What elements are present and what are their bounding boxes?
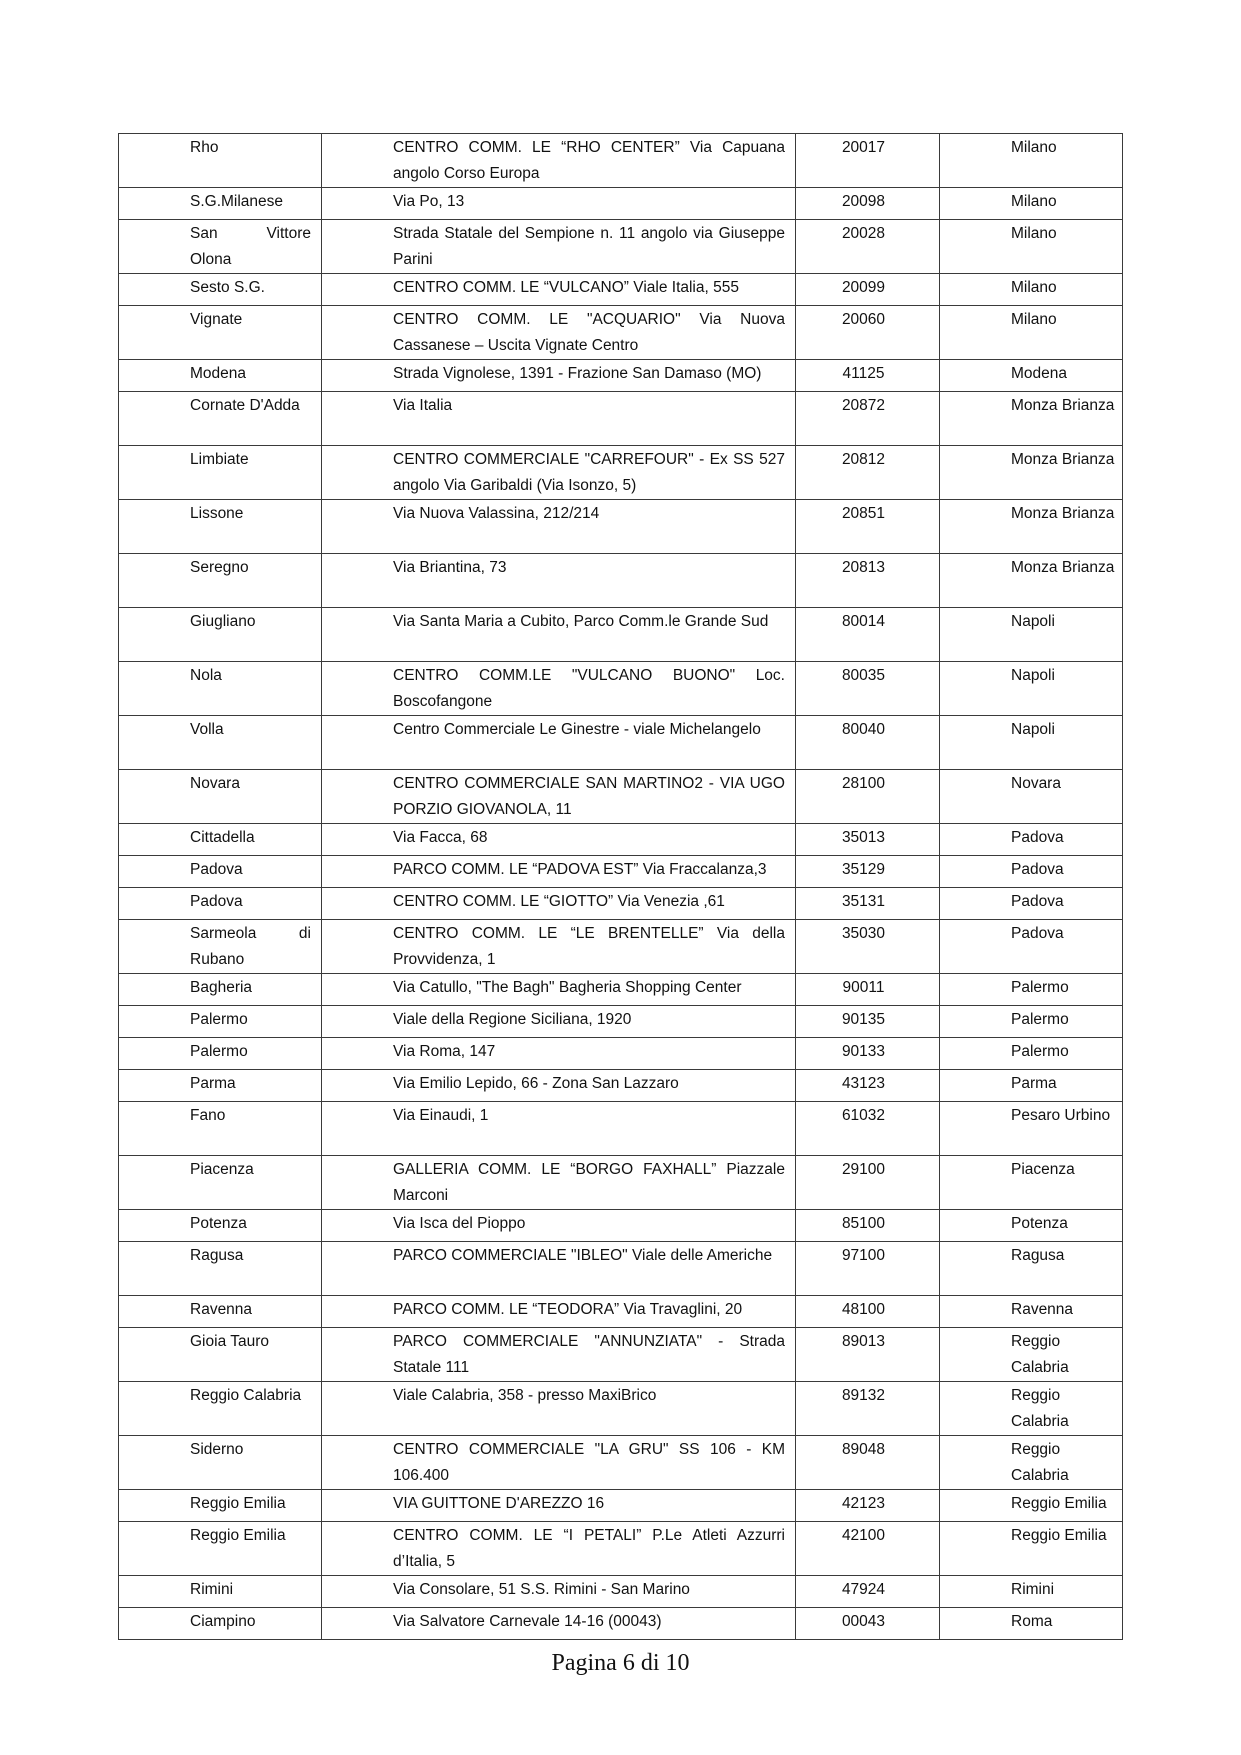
province-cell: Pesaro Urbino: [940, 1102, 1123, 1156]
postal-code-cell: 20099: [796, 274, 940, 306]
address-cell: PARCO COMM. LE “PADOVA EST” Via Fraccalanza,3: [322, 856, 796, 888]
province-cell: Milano: [940, 274, 1123, 306]
city-cell: Padova: [119, 888, 322, 920]
postal-code-cell: 89132: [796, 1382, 940, 1436]
city-cell: Novara: [119, 770, 322, 824]
city-cell: Rho: [119, 134, 322, 188]
address-cell: Viale della Regione Siciliana, 1920: [322, 1006, 796, 1038]
postal-code-cell: 90011: [796, 974, 940, 1006]
postal-code-cell: 42100: [796, 1522, 940, 1576]
city-cell: Padova: [119, 856, 322, 888]
province-cell: Padova: [940, 856, 1123, 888]
province-cell: Monza Brianza: [940, 446, 1123, 500]
address-cell: CENTRO COMM. LE “I PETALI” P.Le Atleti Azzurri d’Italia, 5: [322, 1522, 796, 1576]
page-number-footer: Pagina 6 di 10: [551, 1650, 690, 1676]
table-row: [119, 188, 1123, 220]
province-cell: Potenza: [940, 1210, 1123, 1242]
city-cell: Sarmeola di Rubano: [119, 920, 322, 974]
city-cell: Palermo: [119, 1038, 322, 1070]
postal-code-cell: 29100: [796, 1156, 940, 1210]
address-cell: Via Isca del Pioppo: [322, 1210, 796, 1242]
city-cell: Nola: [119, 662, 322, 716]
province-cell: Reggio Emilia: [940, 1490, 1123, 1522]
postal-code-cell: 97100: [796, 1242, 940, 1296]
postal-code-cell: 89048: [796, 1436, 940, 1490]
province-cell: Ragusa: [940, 1242, 1123, 1296]
province-cell: Milano: [940, 188, 1123, 220]
table-row: [119, 360, 1123, 392]
address-cell: VIA GUITTONE D'AREZZO 16: [322, 1490, 796, 1522]
address-cell: PARCO COMMERCIALE "IBLEO" Viale delle Americhe: [322, 1242, 796, 1296]
table-row: [119, 1328, 1123, 1382]
address-cell: Strada Statale del Sempione n. 11 angolo via Giuseppe Parini: [322, 220, 796, 274]
address-cell: CENTRO COMM. LE “VULCANO” Viale Italia, 555: [322, 274, 796, 306]
address-cell: Via Facca, 68: [322, 824, 796, 856]
province-cell: Reggio Emilia: [940, 1522, 1123, 1576]
address-cell: Via Consolare, 51 S.S. Rimini - San Marino: [322, 1576, 796, 1608]
table-row: [119, 1436, 1123, 1490]
postal-code-cell: 48100: [796, 1296, 940, 1328]
address-cell: Via Santa Maria a Cubito, Parco Comm.le Grande Sud: [322, 608, 796, 662]
city-cell: Potenza: [119, 1210, 322, 1242]
table-row: [119, 1490, 1123, 1522]
address-cell: CENTRO COMMERCIALE "LA GRU" SS 106 - KM 106.400: [322, 1436, 796, 1490]
address-cell: Via Italia: [322, 392, 796, 446]
city-cell: S.G.Milanese: [119, 188, 322, 220]
table-row: [119, 1522, 1123, 1576]
postal-code-cell: 00043: [796, 1608, 940, 1640]
address-cell: PARCO COMMERCIALE "ANNUNZIATA" - Strada Statale 111: [322, 1328, 796, 1382]
address-cell: Viale Calabria, 358 - presso MaxiBrico: [322, 1382, 796, 1436]
address-cell: GALLERIA COMM. LE “BORGO FAXHALL” Piazzale Marconi: [322, 1156, 796, 1210]
province-cell: Ravenna: [940, 1296, 1123, 1328]
address-cell: Strada Vignolese, 1391 - Frazione San Damaso (MO): [322, 360, 796, 392]
postal-code-cell: 35030: [796, 920, 940, 974]
postal-code-cell: 90135: [796, 1006, 940, 1038]
city-cell: Ravenna: [119, 1296, 322, 1328]
postal-code-cell: 41125: [796, 360, 940, 392]
city-cell: Ciampino: [119, 1608, 322, 1640]
address-cell: Via Roma, 147: [322, 1038, 796, 1070]
city-cell: Limbiate: [119, 446, 322, 500]
province-cell: Padova: [940, 888, 1123, 920]
city-cell: Cittadella: [119, 824, 322, 856]
table-row: [119, 1006, 1123, 1038]
province-cell: Milano: [940, 306, 1123, 360]
city-cell: Seregno: [119, 554, 322, 608]
address-cell: CENTRO COMMERCIALE "CARREFOUR" - Ex SS 527 angolo Via Garibaldi (Via Isonzo, 5): [322, 446, 796, 500]
city-cell: Volla: [119, 716, 322, 770]
table-row: [119, 662, 1123, 716]
table-row: [119, 1382, 1123, 1436]
postal-code-cell: 20060: [796, 306, 940, 360]
postal-code-cell: 43123: [796, 1070, 940, 1102]
city-cell: Reggio Calabria: [119, 1382, 322, 1436]
city-cell: Giugliano: [119, 608, 322, 662]
province-cell: Palermo: [940, 1006, 1123, 1038]
postal-code-cell: 35129: [796, 856, 940, 888]
province-cell: Novara: [940, 770, 1123, 824]
city-cell: Piacenza: [119, 1156, 322, 1210]
province-cell: Parma: [940, 1070, 1123, 1102]
postal-code-cell: 80014: [796, 608, 940, 662]
address-cell: Via Nuova Valassina, 212/214: [322, 500, 796, 554]
table-row: [119, 1210, 1123, 1242]
table-row: [119, 500, 1123, 554]
table-row: [119, 824, 1123, 856]
postal-code-cell: 80035: [796, 662, 940, 716]
postal-code-cell: 20028: [796, 220, 940, 274]
table-row: [119, 392, 1123, 446]
city-cell: Rimini: [119, 1576, 322, 1608]
province-cell: Monza Brianza: [940, 392, 1123, 446]
table-body: [119, 134, 1123, 1640]
province-cell: Napoli: [940, 608, 1123, 662]
province-cell: Padova: [940, 920, 1123, 974]
province-cell: Roma: [940, 1608, 1123, 1640]
city-cell: Bagheria: [119, 974, 322, 1006]
province-cell: Reggio Calabria: [940, 1382, 1123, 1436]
province-cell: Palermo: [940, 974, 1123, 1006]
province-cell: Reggio Calabria: [940, 1328, 1123, 1382]
address-cell: Via Po, 13: [322, 188, 796, 220]
table-row: [119, 1296, 1123, 1328]
table-row: [119, 770, 1123, 824]
province-cell: Napoli: [940, 716, 1123, 770]
address-cell: Via Briantina, 73: [322, 554, 796, 608]
table-row: [119, 1038, 1123, 1070]
address-cell: Via Emilio Lepido, 66 - Zona San Lazzaro: [322, 1070, 796, 1102]
postal-code-cell: 20812: [796, 446, 940, 500]
postal-code-cell: 20017: [796, 134, 940, 188]
city-cell: Palermo: [119, 1006, 322, 1038]
table-row: [119, 220, 1123, 274]
city-cell: Reggio Emilia: [119, 1522, 322, 1576]
table-row: [119, 306, 1123, 360]
postal-code-cell: 20098: [796, 188, 940, 220]
address-cell: Via Einaudi, 1: [322, 1102, 796, 1156]
province-cell: Palermo: [940, 1038, 1123, 1070]
address-cell: PARCO COMM. LE “TEODORA” Via Travaglini, 20: [322, 1296, 796, 1328]
city-cell: Reggio Emilia: [119, 1490, 322, 1522]
table-row: [119, 1242, 1123, 1296]
address-cell: Centro Commerciale Le Ginestre - viale Michelangelo: [322, 716, 796, 770]
city-cell: Gioia Tauro: [119, 1328, 322, 1382]
address-cell: CENTRO COMM. LE “LE BRENTELLE” Via della Provvidenza, 1: [322, 920, 796, 974]
city-cell: Lissone: [119, 500, 322, 554]
postal-code-cell: 42123: [796, 1490, 940, 1522]
postal-code-cell: 85100: [796, 1210, 940, 1242]
address-cell: CENTRO COMMERCIALE SAN MARTINO2 - VIA UGO PORZIO GIOVANOLA, 11: [322, 770, 796, 824]
table-row: [119, 974, 1123, 1006]
province-cell: Milano: [940, 134, 1123, 188]
province-cell: Rimini: [940, 1576, 1123, 1608]
table-row: [119, 888, 1123, 920]
province-cell: Milano: [940, 220, 1123, 274]
postal-code-cell: 28100: [796, 770, 940, 824]
province-cell: Monza Brianza: [940, 500, 1123, 554]
city-cell: Modena: [119, 360, 322, 392]
address-cell: CENTRO COMM. LE “RHO CENTER” Via Capuana angolo Corso Europa: [322, 134, 796, 188]
province-cell: Piacenza: [940, 1156, 1123, 1210]
city-cell: Sesto S.G.: [119, 274, 322, 306]
address-cell: Via Salvatore Carnevale 14-16 (00043): [322, 1608, 796, 1640]
city-cell: Fano: [119, 1102, 322, 1156]
postal-code-cell: 90133: [796, 1038, 940, 1070]
city-cell: Parma: [119, 1070, 322, 1102]
table-row: [119, 716, 1123, 770]
province-cell: Napoli: [940, 662, 1123, 716]
province-cell: Reggio Calabria: [940, 1436, 1123, 1490]
table-row: [119, 920, 1123, 974]
table-row: [119, 134, 1123, 188]
postal-code-cell: 80040: [796, 716, 940, 770]
province-cell: Padova: [940, 824, 1123, 856]
table-row: [119, 1156, 1123, 1210]
table-row: [119, 274, 1123, 306]
postal-code-cell: 47924: [796, 1576, 940, 1608]
postal-code-cell: 20851: [796, 500, 940, 554]
province-cell: Modena: [940, 360, 1123, 392]
table-row: [119, 1070, 1123, 1102]
table-row: [119, 1576, 1123, 1608]
address-cell: CENTRO COMM. LE “GIOTTO” Via Venezia ,61: [322, 888, 796, 920]
city-cell: Siderno: [119, 1436, 322, 1490]
table-row: [119, 446, 1123, 500]
city-cell: San Vittore Olona: [119, 220, 322, 274]
city-cell: Cornate D'Adda: [119, 392, 322, 446]
table-row: [119, 608, 1123, 662]
address-cell: CENTRO COMM.LE "VULCANO BUONO" Loc. Boscofangone: [322, 662, 796, 716]
city-cell: Ragusa: [119, 1242, 322, 1296]
province-cell: Monza Brianza: [940, 554, 1123, 608]
store-locations-table: [118, 133, 1123, 1640]
postal-code-cell: 35013: [796, 824, 940, 856]
address-cell: CENTRO COMM. LE "ACQUARIO" Via Nuova Cassanese – Uscita Vignate Centro: [322, 306, 796, 360]
table-row: [119, 1102, 1123, 1156]
table-row: [119, 856, 1123, 888]
table-row: [119, 1608, 1123, 1640]
table-row: [119, 554, 1123, 608]
postal-code-cell: 20813: [796, 554, 940, 608]
address-cell: Via Catullo, "The Bagh" Bagheria Shopping Center: [322, 974, 796, 1006]
postal-code-cell: 89013: [796, 1328, 940, 1382]
postal-code-cell: 61032: [796, 1102, 940, 1156]
postal-code-cell: 35131: [796, 888, 940, 920]
city-cell: Vignate: [119, 306, 322, 360]
postal-code-cell: 20872: [796, 392, 940, 446]
